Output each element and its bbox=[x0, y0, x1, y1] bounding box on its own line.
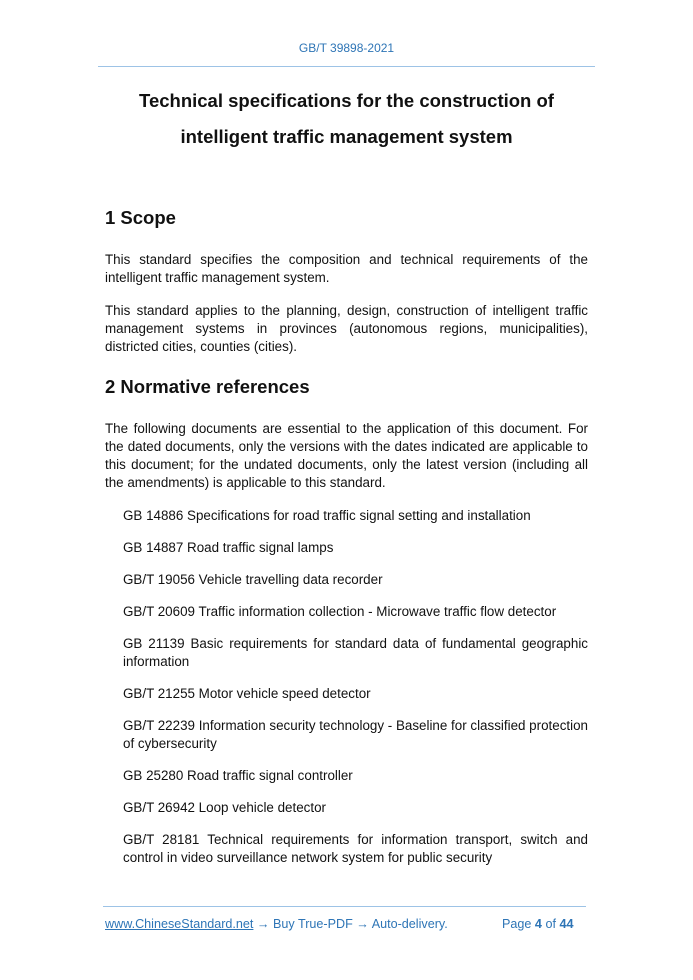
footer-promo-text: → Buy True-PDF → Auto-delivery. bbox=[253, 917, 448, 931]
reference-item: GB/T 26942 Loop vehicle detector bbox=[123, 800, 326, 815]
reference-item: GB 14887 Road traffic signal lamps bbox=[123, 540, 334, 555]
section-heading: 2 Normative references bbox=[105, 376, 310, 397]
page-indicator bbox=[502, 917, 573, 931]
chinese-standard-link[interactable]: www.ChineseStandard.net bbox=[105, 917, 254, 931]
reference-item: GB/T 21255 Motor vehicle speed detector bbox=[123, 686, 371, 701]
section-heading: 1 Scope bbox=[105, 207, 176, 228]
page-total: 44 bbox=[559, 917, 574, 931]
reference-item: GB/T 28181 Technical requirements for information transport, switch and control in video surveillance network system for public security bbox=[123, 832, 588, 865]
page-label: Page bbox=[502, 917, 532, 931]
header-divider bbox=[98, 66, 595, 67]
title-line-1: Technical specifications for the construction of bbox=[139, 90, 554, 111]
reference-item: GB/T 22239 Information security technology - Baseline for classified protection of cybersecurity bbox=[123, 718, 588, 751]
paragraph: The following documents are essential to the application of this document. For the dated documents, only the versions with the dates indicated are applicable to this document; for the undated documents, only the latest version (including all the amendments) is applicable to this standard. bbox=[105, 421, 588, 490]
reference-item: GB 21139 Basic requirements for standard data of fundamental geographic information bbox=[123, 636, 588, 669]
title-line-2: intelligent traffic management system bbox=[180, 126, 513, 147]
page-of-label: of bbox=[545, 917, 556, 931]
paragraph: This standard specifies the composition and technical requirements of the intelligent traffic management system. bbox=[105, 252, 588, 285]
paragraph: This standard applies to the planning, design, construction of intelligent traffic management systems in provinces (autonomous regions, municipalities), districted cities, counties (cities). bbox=[105, 303, 588, 354]
reference-item: GB/T 20609 Traffic information collection - Microwave traffic flow detector bbox=[123, 604, 557, 619]
standard-code: GB/T 39898-2021 bbox=[298, 41, 395, 55]
footer-divider bbox=[103, 906, 586, 907]
footer-promo bbox=[105, 917, 448, 931]
reference-item: GB 25280 Road traffic signal controller bbox=[123, 768, 353, 783]
page-current: 4 bbox=[534, 917, 542, 931]
reference-item: GB 14886 Specifications for road traffic signal setting and installation bbox=[123, 508, 531, 523]
reference-item: GB/T 19056 Vehicle travelling data recorder bbox=[123, 572, 383, 587]
